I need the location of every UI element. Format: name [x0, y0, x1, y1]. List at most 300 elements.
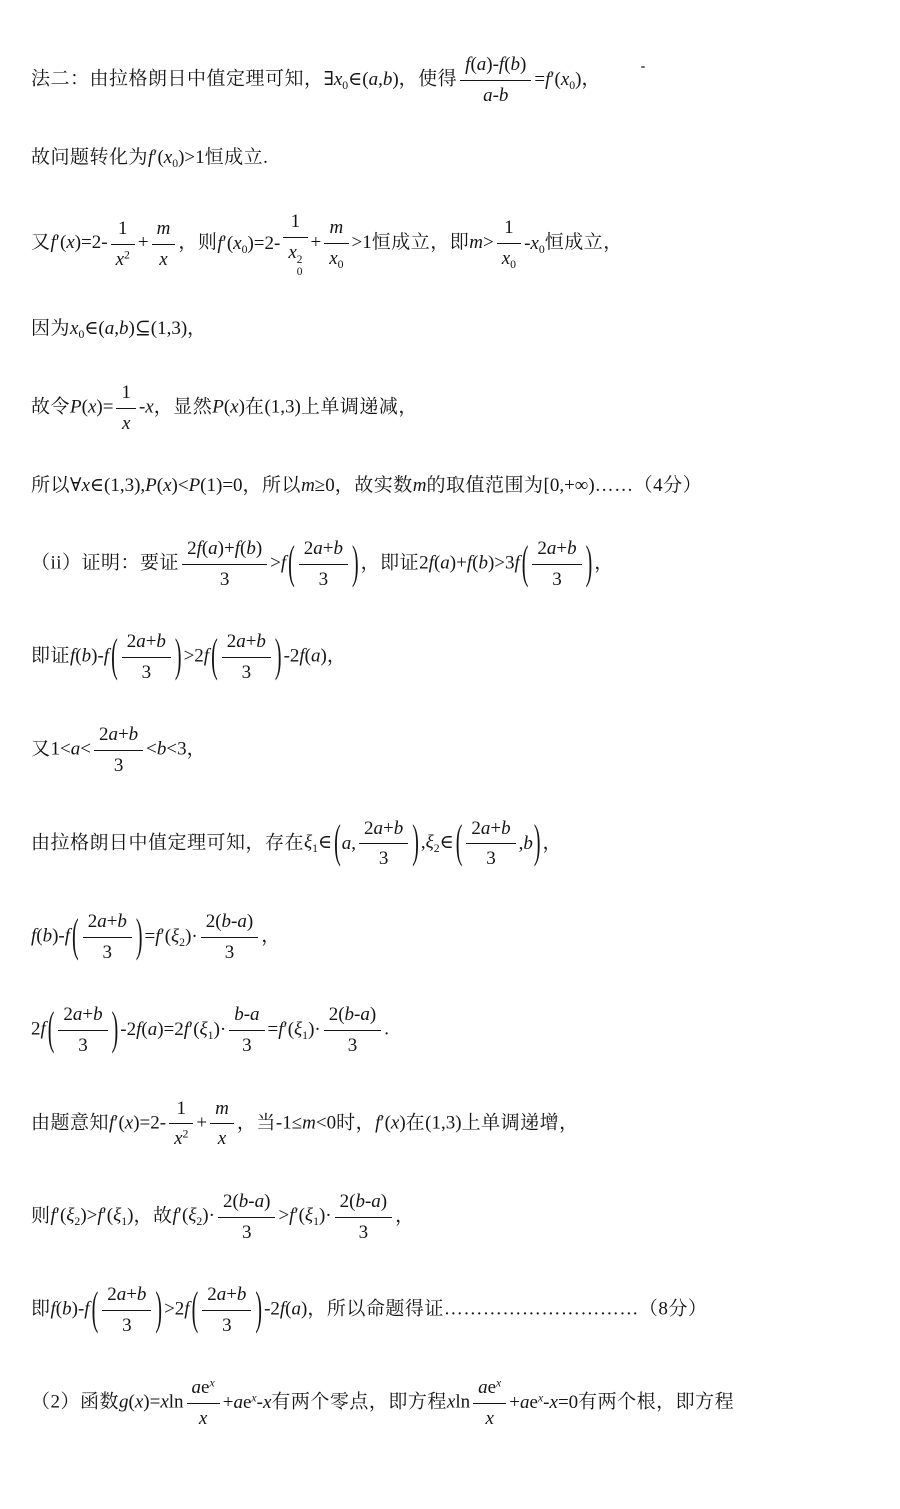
- fraction-numerator: [116, 380, 136, 409]
- math-italic: a: [480, 817, 491, 839]
- fraction-numerator: [111, 216, 135, 245]
- math-roman: ): [127, 1205, 134, 1227]
- math-roman: <: [146, 738, 157, 760]
- math-roman: 2: [537, 537, 547, 559]
- text-run: 恒成立.: [204, 147, 269, 169]
- math-roman: 2(: [339, 1190, 356, 1212]
- math-roman: ): [575, 68, 582, 90]
- math-roman: 3: [358, 1221, 369, 1243]
- subscript: 0: [538, 242, 545, 256]
- paren-group: [110, 629, 183, 685]
- math-italic: ξ: [304, 832, 313, 854]
- math-run: [109, 1112, 166, 1133]
- math-roman: =: [534, 68, 546, 90]
- paren-group: [210, 629, 283, 685]
- math-roman: ,: [518, 833, 524, 855]
- text-run: 时，: [336, 1112, 376, 1134]
- math-run: [469, 233, 493, 254]
- math-roman: )-: [52, 925, 65, 947]
- math-roman: -2: [264, 1298, 280, 1320]
- fraction-numerator: [324, 1002, 381, 1031]
- math-run: [319, 569, 329, 590]
- subscript: 2: [196, 1215, 203, 1229]
- fraction-denominator: [283, 238, 307, 279]
- math-run: [217, 233, 280, 254]
- math-roman: ′(: [283, 1018, 295, 1040]
- text-run: ，故实数: [334, 475, 413, 497]
- fraction: [222, 629, 271, 685]
- text-run: ，: [186, 738, 207, 760]
- left-paren: (: [191, 1283, 199, 1336]
- math-run: [215, 1098, 229, 1119]
- math-roman: ln: [168, 1391, 184, 1413]
- math-roman: 1: [121, 381, 131, 403]
- math-italic: f: [299, 645, 305, 667]
- text-run: 的取值范围为: [426, 475, 544, 497]
- text-run: ……（4分）: [594, 475, 703, 497]
- math-roman: [0,+∞): [543, 475, 595, 497]
- fraction-denominator: [102, 1311, 151, 1339]
- math-roman: 2(: [328, 1004, 345, 1026]
- math-italic: g: [119, 1391, 129, 1413]
- math-run: [122, 413, 130, 434]
- math-run: [375, 1112, 406, 1133]
- math-roman: ′(: [380, 1112, 391, 1134]
- formula-line-11: [31, 909, 872, 965]
- text-run: ，显然: [153, 396, 213, 418]
- math-roman: ∈: [439, 832, 454, 854]
- math-italic: x: [329, 247, 338, 269]
- math-roman: =0: [557, 1391, 579, 1413]
- text-run: ，: [542, 832, 562, 854]
- math-roman: e: [487, 1377, 497, 1399]
- fraction-denominator: [182, 565, 267, 593]
- right-paren: ): [352, 537, 359, 589]
- math-italic: b: [156, 738, 167, 760]
- fraction-numerator: [283, 209, 307, 238]
- math-italic: a: [373, 817, 384, 839]
- text-run: （2）函数: [31, 1391, 120, 1413]
- text-run: 有两个根，即方程: [578, 1391, 735, 1413]
- text-run: 在: [405, 1112, 426, 1134]
- math-roman: (: [36, 925, 43, 947]
- math-roman: ′(: [102, 1205, 114, 1227]
- math-roman: -: [231, 911, 238, 933]
- math-italic: f: [64, 925, 71, 947]
- math-italic: f: [428, 552, 434, 574]
- math-roman: )>: [80, 1205, 98, 1227]
- math-roman: 2: [226, 631, 237, 653]
- text-run: 上单调递增，: [461, 1112, 579, 1134]
- math-run: [177, 1098, 187, 1119]
- math-run: [122, 1315, 132, 1336]
- math-italic: a: [254, 1190, 265, 1212]
- math-italic: b: [117, 911, 127, 933]
- math-run: [118, 218, 128, 239]
- fraction-numerator: [182, 536, 267, 565]
- fraction: [122, 629, 171, 685]
- math-run: [301, 475, 335, 496]
- math-roman: (: [504, 54, 511, 75]
- sub-sup-stack: [297, 255, 303, 279]
- right-paren: ): [155, 1283, 163, 1336]
- text-run: ，: [581, 68, 602, 90]
- fraction: [460, 52, 531, 108]
- math-run: [330, 217, 344, 238]
- text-run: ，: [326, 645, 347, 667]
- math-italic: x: [333, 68, 343, 90]
- math-italic: b: [128, 724, 139, 746]
- subscript: 2: [179, 935, 186, 949]
- math-roman: +: [490, 817, 502, 839]
- math-roman: -: [492, 84, 499, 106]
- math-italic: a: [520, 1391, 530, 1413]
- math-italic: m: [412, 475, 427, 497]
- math-run: [268, 1019, 321, 1040]
- subscript: 0: [569, 78, 576, 92]
- text-run: ，所以命题得证…………………………（8分）: [307, 1298, 708, 1320]
- math-italic: f: [280, 552, 287, 574]
- math-roman: +: [226, 1284, 237, 1306]
- math-roman: -: [524, 232, 531, 254]
- math-roman: 1: [118, 218, 128, 239]
- math-italic: x: [81, 475, 90, 497]
- math-roman: ): [264, 1190, 271, 1212]
- math-roman: ): [520, 54, 527, 75]
- math-run: [51, 1299, 90, 1320]
- right-paren: ): [135, 910, 143, 962]
- math-run: [218, 1128, 226, 1149]
- math-roman: (: [81, 396, 88, 418]
- math-italic: b: [382, 68, 393, 90]
- formula-line-14: [31, 1189, 872, 1245]
- math-run: [146, 739, 186, 760]
- math-roman: ,: [114, 317, 119, 339]
- math-italic: x: [530, 232, 539, 254]
- superscript: x: [537, 1391, 544, 1405]
- fraction-numerator: [324, 215, 348, 244]
- math-italic: a: [546, 537, 557, 559]
- fraction-denominator: [83, 938, 132, 966]
- math-italic: a: [108, 724, 118, 746]
- math-italic: x: [390, 1112, 400, 1134]
- math-run: [223, 1392, 272, 1413]
- fraction-numerator: [94, 722, 143, 751]
- fraction-denominator: [58, 1031, 107, 1059]
- fraction-denominator: [116, 409, 136, 437]
- math-roman: -2: [120, 1018, 137, 1040]
- math-roman: )=2-: [247, 232, 281, 254]
- math-roman: >2: [183, 645, 204, 667]
- math-roman: +: [383, 817, 394, 839]
- math-roman: -: [354, 1004, 361, 1026]
- math-italic: f: [234, 537, 240, 559]
- math-italic: f: [196, 537, 202, 559]
- superscript: x: [496, 1376, 502, 1390]
- math-run: [70, 646, 109, 667]
- math-roman: )>3: [487, 552, 515, 574]
- math-italic: x: [87, 396, 97, 418]
- text-run: 即: [31, 1298, 51, 1320]
- math-roman: <3: [166, 738, 187, 760]
- math-roman: -: [256, 1391, 263, 1413]
- text-run: 恒成立，即: [371, 232, 470, 254]
- math-italic: b: [42, 925, 53, 947]
- fraction-numerator: [229, 1002, 264, 1031]
- fraction: [497, 215, 521, 273]
- math-roman: 3: [378, 848, 389, 870]
- right-paren: ): [585, 537, 593, 589]
- math-roman: >1: [351, 232, 372, 254]
- math-run: [138, 233, 149, 254]
- math-run: [264, 1299, 307, 1320]
- math-roman: ′(: [550, 68, 561, 90]
- math-run: [342, 831, 356, 857]
- math-roman: +: [117, 724, 129, 746]
- fraction-numerator: [466, 816, 515, 845]
- math-run: [51, 739, 91, 760]
- math-run: [121, 382, 131, 403]
- math-roman: (: [141, 1018, 148, 1040]
- math-roman: 3: [102, 941, 113, 963]
- math-italic: a: [440, 552, 450, 574]
- math-roman: ∈(: [348, 68, 369, 90]
- left-paren: (: [72, 910, 79, 962]
- math-italic: b: [510, 54, 521, 75]
- math-roman: ∈: [318, 832, 333, 854]
- math-run: [419, 552, 520, 573]
- math-roman: 3: [219, 568, 230, 590]
- math-roman: )·: [185, 925, 198, 947]
- math-roman: ≥0: [314, 475, 335, 497]
- math-run: [534, 69, 581, 90]
- math-roman: )=2: [157, 1018, 184, 1040]
- math-roman: 2: [303, 537, 314, 559]
- math-roman: )<: [171, 475, 189, 497]
- math-run: [504, 217, 514, 238]
- formula-line-3: [31, 209, 872, 279]
- fraction: [473, 1375, 506, 1431]
- math-run: [329, 1004, 376, 1025]
- math-run: [142, 662, 152, 683]
- math-roman: )+: [217, 537, 235, 559]
- math-roman: e: [242, 1391, 252, 1413]
- math-run: [107, 1284, 146, 1305]
- math-italic: x: [288, 241, 297, 263]
- math-run: [352, 233, 372, 254]
- math-roman: ln: [455, 1391, 471, 1413]
- math-italic: x: [501, 247, 511, 269]
- math-run: [207, 1284, 246, 1305]
- math-roman: ): [246, 911, 254, 933]
- math-roman: )>1: [178, 147, 205, 169]
- math-roman: +: [82, 1004, 94, 1026]
- fraction: [324, 1002, 381, 1058]
- subscript: 0: [296, 266, 303, 279]
- right-paren: ): [274, 630, 282, 683]
- math-italic: x: [549, 1391, 558, 1413]
- math-run: [471, 818, 510, 839]
- paren-group: [521, 536, 594, 592]
- text-run: 由题意知: [31, 1112, 110, 1134]
- left-paren: (: [455, 816, 463, 869]
- paren-group: [71, 909, 144, 965]
- math-roman: (1)=0: [200, 475, 243, 497]
- subscript: 0: [78, 328, 85, 342]
- superscript: x: [251, 1391, 257, 1405]
- math-italic: x: [262, 1391, 272, 1413]
- math-italic: x: [70, 317, 79, 339]
- fraction-numerator: [169, 1096, 193, 1125]
- superscript: 2: [296, 254, 303, 267]
- math-italic: x: [217, 1128, 227, 1150]
- math-italic: P: [212, 396, 224, 418]
- math-roman: >: [270, 552, 281, 574]
- math-italic: b: [355, 1190, 365, 1212]
- math-roman: ): [301, 1298, 308, 1320]
- math-roman: 3: [347, 1034, 358, 1056]
- math-italic: ξ: [304, 1205, 314, 1227]
- math-roman: ′(: [114, 1112, 125, 1134]
- math-italic: a: [233, 1391, 243, 1413]
- math-roman: 2: [87, 911, 98, 933]
- math-roman: ): [255, 537, 263, 559]
- math-italic: f: [466, 552, 473, 574]
- fraction-denominator: [460, 81, 531, 109]
- math-run: [288, 241, 303, 279]
- math-roman: e: [201, 1377, 210, 1399]
- fraction-denominator: [335, 1218, 392, 1246]
- math-italic: f: [31, 925, 37, 947]
- math-roman: (: [128, 1391, 135, 1413]
- math-italic: b: [523, 833, 533, 855]
- formula-line-13: [31, 1096, 872, 1152]
- math-run: [70, 475, 243, 496]
- fraction-numerator: [497, 215, 521, 244]
- math-italic: f: [70, 645, 76, 667]
- math-roman: 2: [98, 724, 109, 746]
- math-italic: a: [236, 631, 246, 653]
- math-roman: (: [472, 552, 479, 574]
- math-roman: ∃: [323, 68, 334, 90]
- math-roman: )=2-: [74, 232, 108, 254]
- fraction-numerator: [122, 629, 171, 658]
- math-roman: (: [55, 1298, 63, 1320]
- formula-line-7: [31, 536, 872, 592]
- math-roman: 2: [31, 1018, 41, 1040]
- math-italic: b: [246, 537, 256, 559]
- math-italic: x: [163, 147, 173, 169]
- fraction: [94, 722, 143, 778]
- text-run: 故令: [31, 396, 71, 418]
- math-roman: +: [556, 537, 568, 559]
- math-italic: f: [375, 1112, 381, 1134]
- text-run: （ii）证明：要证: [31, 552, 180, 574]
- math-italic: x: [160, 1391, 169, 1413]
- math-italic: x: [485, 1408, 494, 1430]
- math-italic: ξ: [294, 1018, 303, 1040]
- math-italic: ξ: [66, 1205, 75, 1227]
- text-run: 有两个零点，即方程: [271, 1391, 447, 1413]
- math-italic: x: [233, 232, 242, 254]
- math-italic: f: [203, 645, 210, 667]
- fraction-numerator: [58, 1002, 107, 1031]
- math-italic: b: [333, 537, 344, 559]
- math-roman: 3: [241, 661, 252, 683]
- math-run: [206, 911, 253, 932]
- math-run: [242, 1222, 252, 1243]
- math-roman: ): [399, 1112, 406, 1134]
- math-run: [116, 249, 130, 270]
- fraction-numerator: [335, 1189, 392, 1218]
- math-italic: a: [478, 1377, 488, 1399]
- math-run: [284, 646, 327, 667]
- math-italic: m: [329, 217, 344, 239]
- math-roman: 2: [419, 552, 429, 574]
- math-roman: 3: [552, 568, 562, 590]
- text-run: ，使得: [398, 68, 458, 90]
- fraction-denominator: [111, 245, 135, 273]
- math-run: [220, 569, 230, 590]
- math-roman: ′(: [294, 1205, 305, 1227]
- math-roman: 2(: [222, 1190, 239, 1212]
- fraction-denominator: [152, 245, 176, 273]
- math-italic: m: [301, 475, 315, 497]
- math-italic: b: [136, 1284, 147, 1306]
- math-italic: a: [341, 833, 352, 855]
- fraction-numerator: [359, 816, 408, 845]
- math-italic: a: [237, 911, 247, 933]
- formula-line-16: [31, 1375, 872, 1431]
- math-italic: x: [121, 412, 131, 434]
- math-italic: f: [183, 1018, 190, 1040]
- math-italic: a: [116, 1284, 127, 1306]
- subscript: 1: [121, 1215, 128, 1229]
- left-paren: (: [91, 1283, 99, 1336]
- math-roman: )-: [91, 645, 104, 667]
- fraction: [532, 536, 581, 592]
- math-roman: ′(: [189, 1018, 200, 1040]
- right-paren: ): [533, 816, 541, 869]
- math-run: [139, 396, 154, 417]
- fraction: [210, 1096, 234, 1152]
- math-run: [225, 942, 235, 963]
- fraction: [324, 215, 348, 273]
- fraction: [299, 536, 348, 592]
- math-run: [242, 662, 252, 683]
- subscript: 2: [74, 1215, 81, 1229]
- math-italic: f: [109, 1112, 115, 1134]
- math-roman: ′(: [55, 232, 67, 254]
- math-run: [304, 832, 333, 856]
- math-roman: )·: [213, 1018, 227, 1040]
- math-run: [51, 233, 108, 254]
- fraction: [335, 1189, 392, 1245]
- math-italic: b: [256, 631, 266, 653]
- math-run: [329, 247, 344, 272]
- text-run: 由拉格朗日中值定理可知，存在: [31, 832, 305, 854]
- formula-line-15: [31, 1282, 872, 1338]
- fraction: [111, 216, 135, 272]
- math-italic: x: [159, 248, 168, 270]
- fraction-denominator: [202, 1311, 251, 1339]
- math-roman: +: [126, 1284, 137, 1306]
- math-roman: ∈(1,3),: [89, 475, 146, 497]
- math-italic: f: [40, 1018, 46, 1040]
- math-italic: b: [567, 537, 577, 559]
- text-run: 又: [31, 232, 51, 254]
- math-roman: <0: [315, 1112, 337, 1134]
